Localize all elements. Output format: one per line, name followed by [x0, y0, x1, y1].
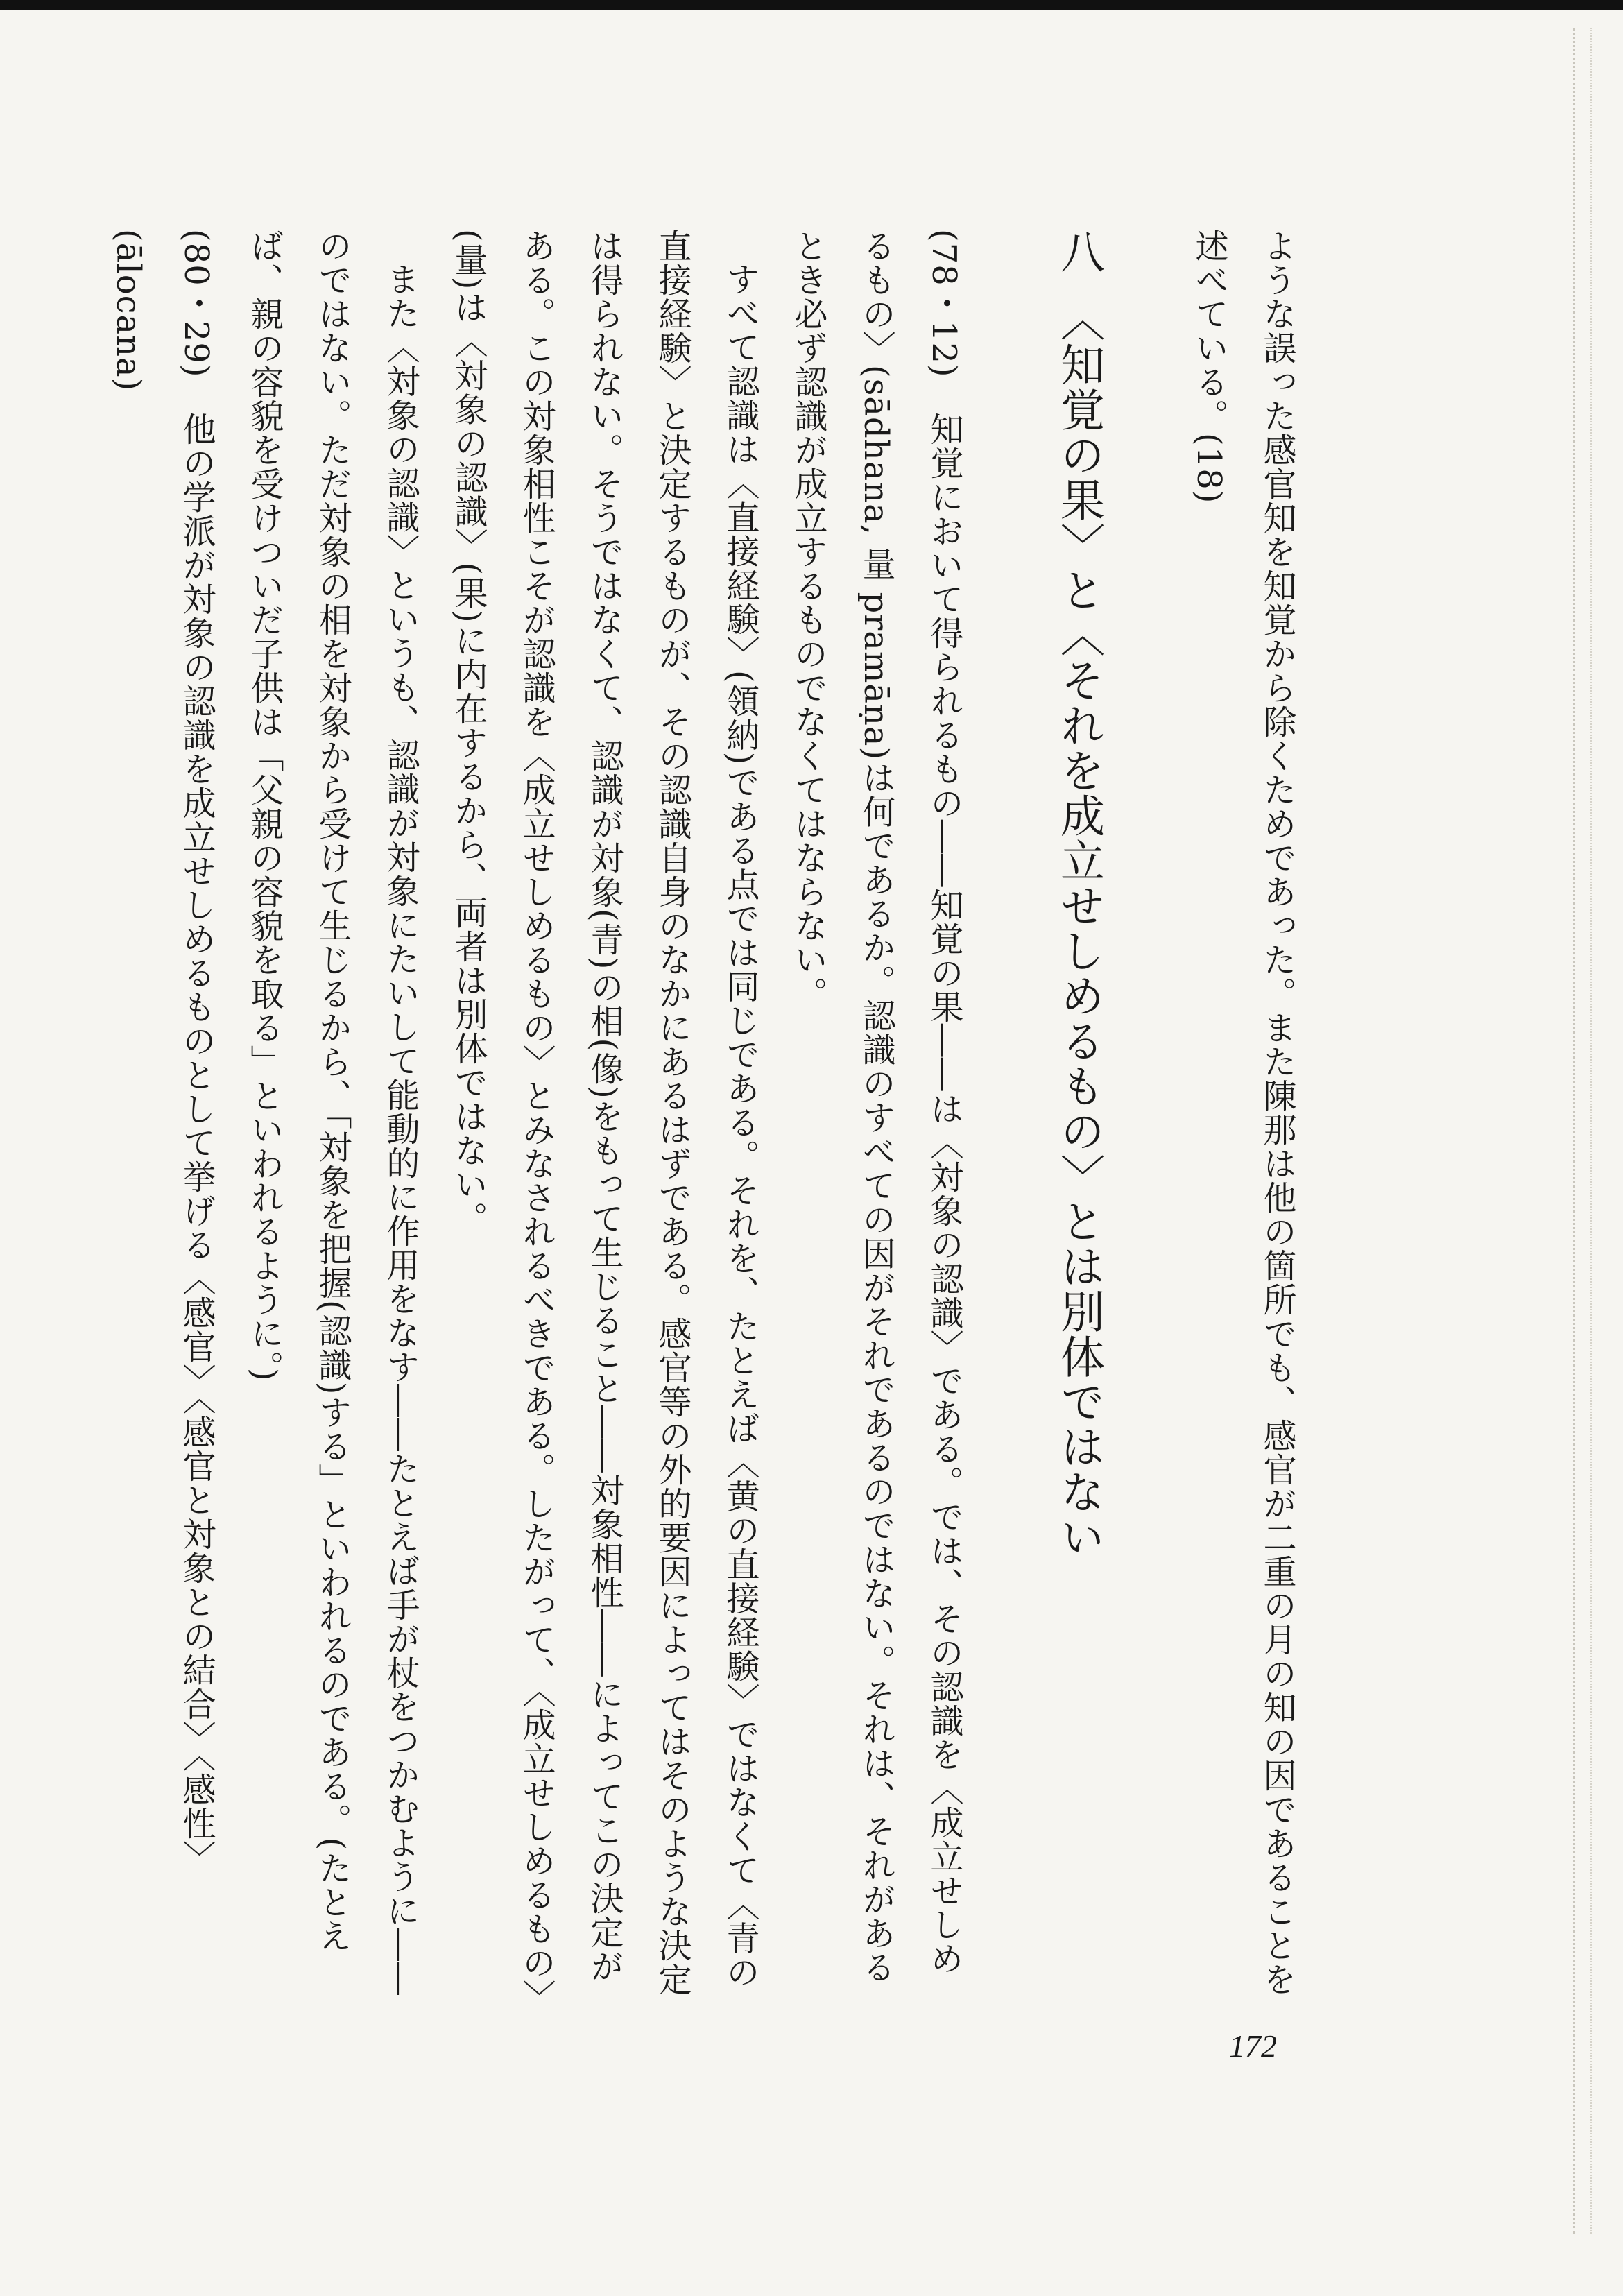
paragraph-direct-experience: すべて認識は〈直接経験〉(領納)である点では同じである。それを、たとえば〈黄の直接経験〉ではなくて〈青の直接経験〉と決定するものが、その認識自身のなかにあるはずである。感官等の外的要因によってはそのような決定は得られない。そうではなくて、認識が対象(青)の相(像)をもって生じること――対象相性――によってこの決定がある。この対象相性こそが認識を〈成立せしめるもの〉とみなされるべきである。したがって、〈成立せしめるもの〉(量)は〈対象の認識〉(果)に内在するから、両者は別体ではない。 [449, 229, 759, 1997]
paragraph-80-29: (80・29) 他の学派が対象の認識を成立せしめるものとして挙げる〈感官〉〈感官と対象との結合〉〈感性〉(ālocana) [109, 229, 216, 1874]
top-rule [0, 0, 1623, 10]
paragraph-78-12: (78・12) 知覚において得られるもの――知覚の果――は〈対象の認識〉である。では、その認識を〈成立せしめるもの〉(sādhana, 量 pramāṇa)は何であるか。認識のすべての因がそれであるのではない。それは、それがあるとき必ず認識が成立するものでなくてはならない。 [789, 229, 963, 1985]
paragraph-object-cognition: また〈対象の認識〉というも、認識が対象にたいして能動的に作用をなす――たとえば手が杖をつかむように――のではない。ただ対象の相を対象から受けて生じるから、「対象を把握(認識)する」といわれるのである。(たとえば、親の容貌を受けついだ子供は「父親の容貌を取る」といわれるように。) [245, 229, 420, 1996]
section-heading: 八 〈知覚の果〉と〈それを成立せしめるもの〉とは別体ではない [1053, 229, 1104, 1559]
page-number: 172 [1229, 2028, 1277, 2064]
paragraph-continuation: ような誤った感官知を知覚から除くためであった。また陳那は他の箇所でも、感官が二重の月の知の因であることを述べている。(18) [1190, 229, 1296, 1996]
vertical-text-body [109, 229, 1311, 2005]
page-edge-shadow [1573, 28, 1592, 2234]
